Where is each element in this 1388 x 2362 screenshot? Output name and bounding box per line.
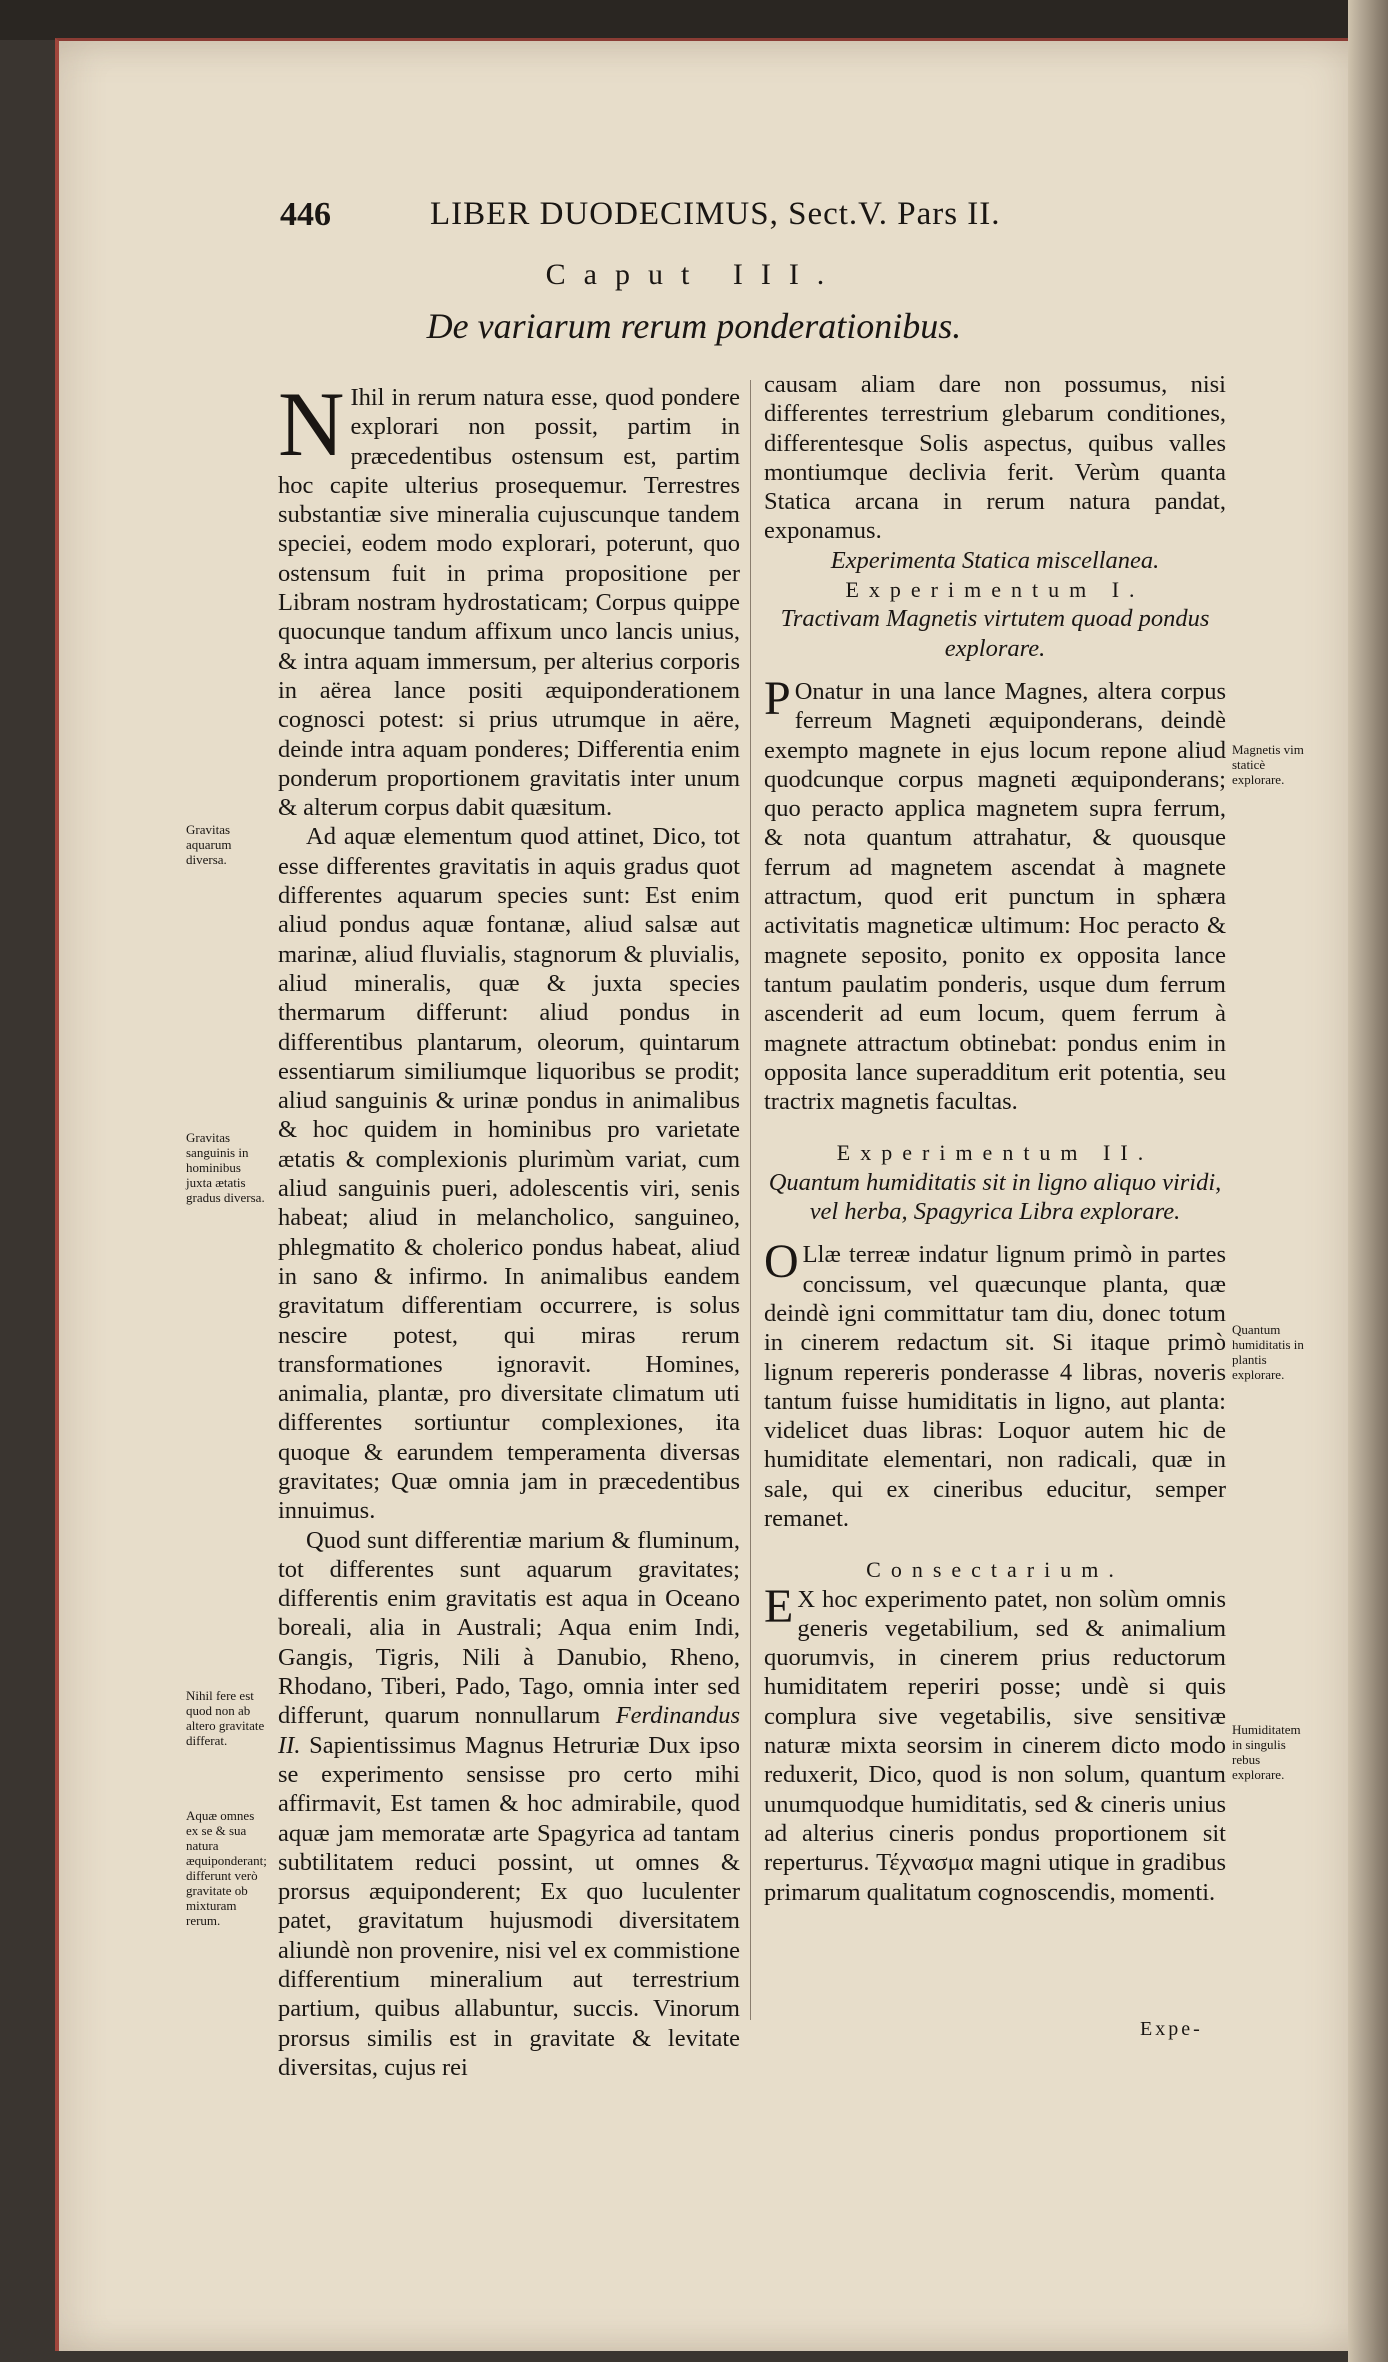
right-column [764, 370, 1226, 1907]
experiment-2-text [764, 1235, 1226, 1533]
marginal-note: Gravitas aquarum diversa. [186, 822, 232, 867]
paragraph-3-name: Ferdinandus II. [278, 1702, 740, 1759]
marginal-note: Quantum humiditatis in plantis explorare. [1232, 1322, 1304, 1382]
paragraph-1-text: Ihil in rerum natura esse, quod pondere explorari non possit, partim in præcedentibus ostensum est, partim hoc capite ulterius prosequemur. Terrestres substantiæ sive mineralia cujuscunque tandem speciei, eodem modo explorari, poterunt, quo ostensum fuit in prima propositione per Libram nostram hydrostaticam; Corpus quippe quocunque tandum affixum unco lancis unius, & intra aquam immersum, per alterius corporis in aërea lance positi æquiponderationem cognosci potest: si prius utrumque in aëre, deinde intra aquam ponderes; Differentia enim ponderum proportionem gravitatis inter unum & alterum corpus dabit quæsitum. [278, 384, 740, 822]
experiment-1-heading: Experimentum I. [845, 577, 1145, 603]
right-paragraph-0: causam aliam dare non possumus, nisi differentes terrestrium glebarum conditiones, differentesque Solis aspectus, quibus valles montiumque declivia ferit. Verùm quanta Statica arcana in rerum natura pandat, exponamus. [764, 371, 1226, 545]
drop-capital-p: P [764, 671, 791, 725]
misc-heading: Experimenta Statica miscellanea. [830, 546, 1160, 574]
paragraph-3-text-a: Quod sunt differentiæ marium & fluminum, tot differentes sunt aquarum gravitates; differentis enim gravitatis est aqua in Oceano boreali, alia in Australi; Aqua enim Indi, Gangis, Tigris, Nili à Danubio, Rheno, Rhodano, Tiberi, Pado, Tago, omnia inter sed differunt, quarum nonnullarum [278, 1526, 740, 1730]
catchword: Expe- [1140, 2018, 1203, 2040]
paragraph-1 [278, 373, 740, 822]
marginal-note: Magnetis vim staticè explorare. [1232, 742, 1304, 787]
experiment-1-subtitle: Tractivam Magnetis virtutem quoad pondus explorare. [780, 605, 1210, 662]
experiment-2-body: Llæ terreæ indatur lignum primò in partes concissum, vel quæcunque planta, quæ deindè igni committatur tam diu, donec totum in cinerem redactum sit. Si itaque primò lignum repereris ponderasse 4 libras, noveris tantum fuisse humiditatis in ligno, aut planta: videlicet duas libras: Loquor autem hic de humiditate elementari, non radicali, quæ in sale, qui ex cineribus educitur, semper remanet. [764, 1241, 1226, 1532]
drop-capital-o: O [764, 1235, 799, 1289]
running-title: LIBER DUODECIMUS, Sect.V. Pars II. [430, 196, 1001, 232]
experiment-1-body: Onatur in una lance Magnes, altera corpus ferreum Magneti æquiponderans, deindè exempto magnete in ejus locum repone aliud quodcunque corpus magneti æquiponderans; quo peracto applica magnetem supra ferrum, & nota quantum attrahatur, & quousque ferrum ad magnetem ascendat à magnete attractum, quod erit punctum in sphæra activitatis magneticæ ultimum: Hoc peracto & magnete seposito, ponito ex opposita lance tantum paulatim ponderis, usque dum ferrum ascenderit ad eum locum, quem ferrum à magnete attractum obtinebat: pondus enim in opposita lance superadditum erit potentia, seu tractrix magnetis facultas. [764, 677, 1226, 1116]
column-divider [750, 380, 751, 2020]
paragraph-3-text-b: Sapientissimus Magnus Hetruriæ Dux ipso se experimento sensisse pro certo mihi affirmavit, Est tamen & hoc admirabile, quod aquæ jam memoratæ arte Spagyrica ad tantam subtilitatem reduci possint, ut omnes & prorsus æquiponderent; Ex quo luculenter patet, gravitatum hujusmodi diversitatem aliundè non provenire, nisi vel ex commistione differentium mineralium aut terrestrium partium, quibus allabuntur, succis. Vinorum prorsus similis est in gravitate & levitate diversitas, cujus rei [278, 1731, 740, 2081]
experiment-2-heading: Experimentum II. [836, 1140, 1154, 1166]
drop-capital-e: E [764, 1579, 794, 1633]
consectarium-text [764, 1579, 1226, 1907]
marginal-note: Humiditatem in singulis rebus explorare. [1232, 1722, 1301, 1782]
left-column [278, 373, 740, 2082]
experiment-1-text [764, 671, 1226, 1116]
chapter-title: De variarum rerum ponderationibus. [426, 306, 962, 346]
marginal-note: Gravitas sanguinis in hominibus juxta ætatis gradus diversa. [186, 1130, 265, 1205]
book-spine-edge [1348, 0, 1388, 2362]
marginal-note: Nihil fere est quod non ab altero gravitate differat. [186, 1688, 265, 1748]
consectarium-heading: Consectarium. [866, 1557, 1124, 1583]
scan-background [0, 0, 1388, 40]
marginal-note: Aquæ omnes ex se & sua natura æquiponderant; differunt verò gravitate ob mixturam rerum. [186, 1808, 267, 1928]
page-header [280, 196, 1100, 240]
page-number: 446 [280, 196, 331, 233]
paragraph-3 [278, 1526, 740, 2083]
consectarium-body: X hoc experimento patet, non solùm omnis generis vegetabilium, sed & animalium quorumvis, in cinerem prius reductorum humiditatem reperiri posse; undè si quis complura sive vegetabilis, sive sensitivæ naturæ mixta seorsim in cinerem dicto modo reduxerit, Dico, quod is non solum, quantum unumquodque humiditatis, sed & cineris unius ad alterius cineris pondus proportionem sit reperturus. Τέχνασμα magni utique in gradibus primarum qualitatum cognoscendis, momenti. [764, 1585, 1226, 1906]
experiment-2-subtitle: Quantum humiditatis sit in ligno aliquo viridi, vel herba, Spagyrica Libra explorare. [768, 1168, 1222, 1226]
chapter-heading: Caput III. [545, 258, 843, 291]
drop-capital: N [278, 373, 345, 475]
paragraph-2: Ad aquæ elementum quod attinet, Dico, tot esse differentes gravitatis in aquis gradus quot differentes aquarum species sunt: Est enim aliud pondus aquæ fontanæ, aliud salsæ aut marinæ, aliud fluvialis, stagnorum & pluvialis, aliud mineralis, quæ & juxta species thermarum differunt: aliud pondus in differentibus plantarum, oleorum, quintarum essentiarum similiumque liquoribus se prodit; aliud sanguinis & urinæ pondus in animalibus & hoc quidem in hominibus pro varietate ætatis & complexionis plurimùm variat, cum aliud sanguinis pueri, adolescentis viri, senis habeat; aliud in melancholico, sanguineo, phlegmatito & cholerico pondus habeat, aliud in sano & infirmo. In animalibus eandem gravitatum differentiam occurrere, is solus nescire potest, qui miras rerum transformationes ignoravit. Homines, animalia, plantæ, pro diversitate climatum uti differentes sortiuntur complexiones, ita quoque & earundem temperamenta diversas gravitates; Quæ omnia jam in præcedentibus innuimus. [278, 823, 740, 1525]
